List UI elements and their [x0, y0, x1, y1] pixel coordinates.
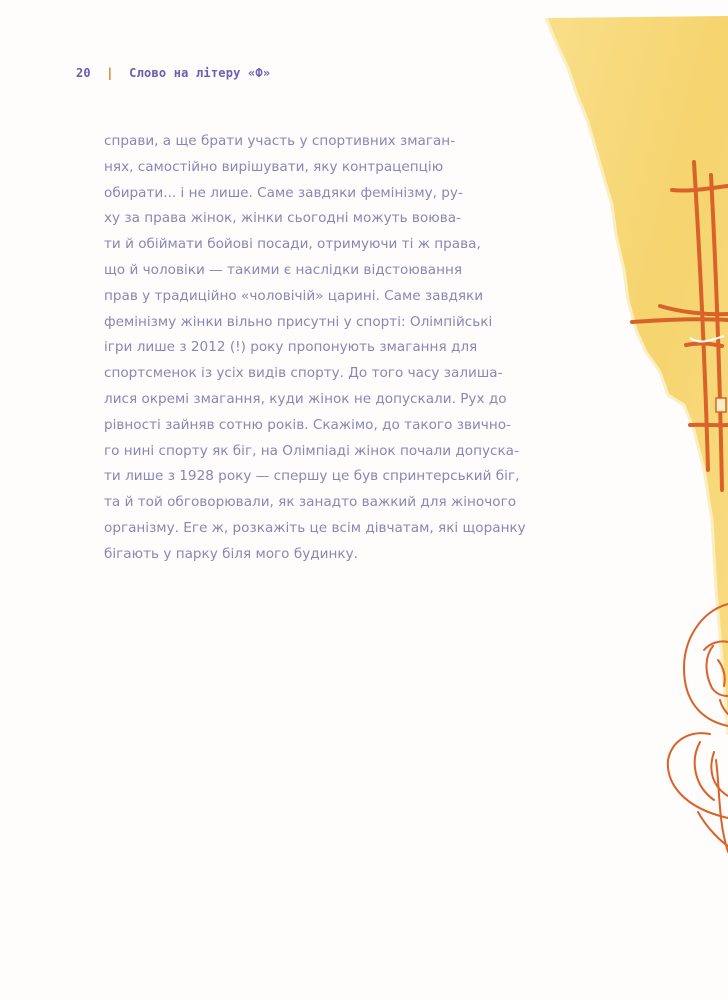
text-line: го нині спорту як біг, на Олімпіаді жінок почали допуска- — [104, 442, 519, 459]
text-line: організму. Еге ж, розкажіть це всім дівчатам, які щоранку — [104, 519, 526, 536]
header-separator: | — [106, 66, 114, 80]
small-paper-bit — [716, 398, 726, 412]
text-line: справи, а ще брати участь у спортивних змаган- — [104, 133, 456, 149]
text-line: ігри лише з 2012 (!) року пропонують змагання для — [104, 339, 478, 356]
text-line: ти й обіймати бойові посади, отримуючи ті ж права, — [104, 236, 481, 253]
text-line: бігають у парку біля мого будинку. — [104, 545, 358, 562]
body-paragraph — [104, 129, 624, 568]
text-line: фемінізму жінки вільно присутні у спорті: Олімпійські — [104, 313, 493, 330]
text-line: ти лише з 1928 року — спершу це був спринтерський біг, — [104, 468, 520, 485]
text-line: ху за права жінок, жінки сьогодні можуть воюва- — [104, 210, 461, 227]
text-line: нях, самостійно вирішувати, яку контрацепцію — [104, 158, 444, 175]
text-line: що й чоловіки — такими є наслідки відстоювання — [104, 261, 463, 278]
text-line: спортсменок із усіх видів спорту. До того часу залиша- — [104, 365, 503, 382]
text-line: прав у традиційно «чоловічій» царині. Саме завдяки — [104, 287, 484, 304]
chapter-title: Слово на літеру «Ф» — [129, 66, 271, 80]
text-line: рівності зайняв сотню років. Скажімо, до такого звично- — [104, 416, 511, 433]
figure-line-art — [668, 604, 728, 852]
text-line: та й той обговорювали, як занадто важкий для жіночого — [104, 494, 517, 511]
text-line: лися окремі змагання, куди жінок не допускали. Рух до — [104, 390, 507, 407]
page-number: 20 — [76, 66, 91, 80]
text-line: обирати... і не лише. Саме завдяки фемінізму, ру- — [104, 184, 463, 201]
running-header — [76, 66, 270, 80]
